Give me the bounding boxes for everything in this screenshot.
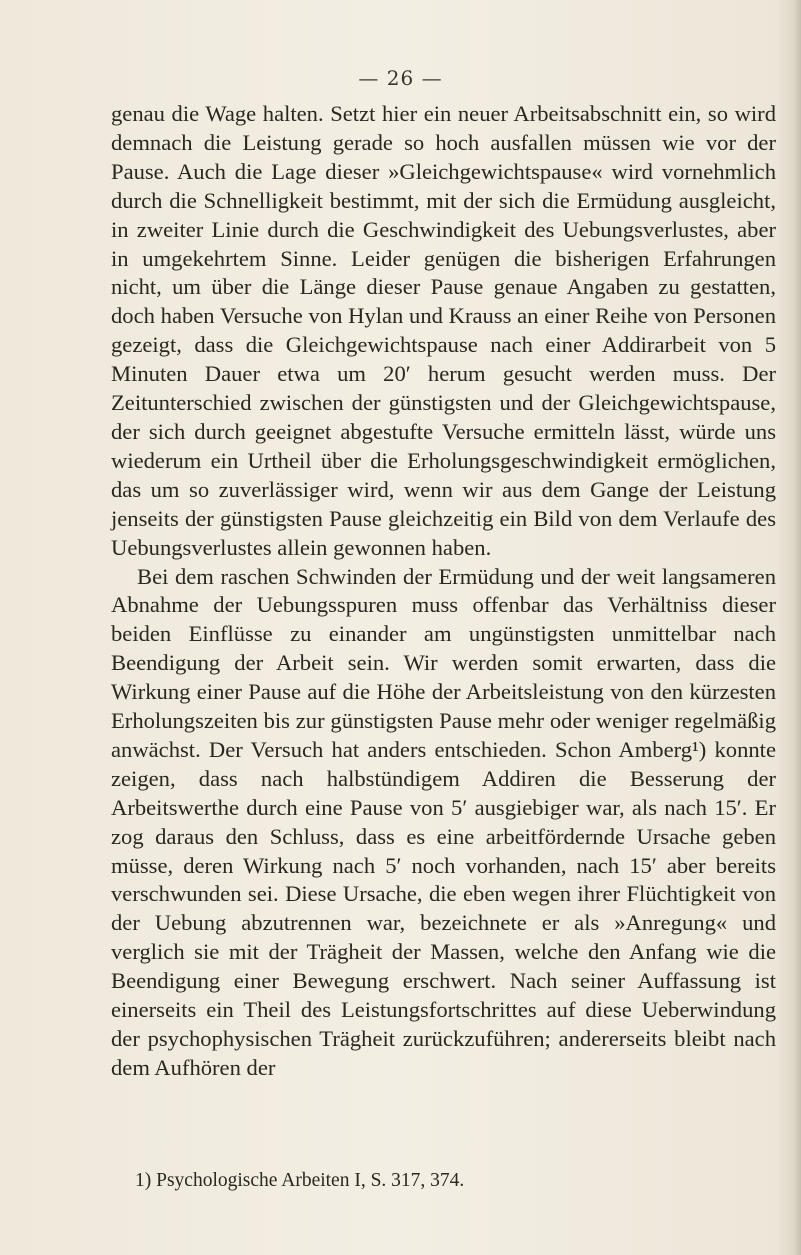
page-number: — 26 —	[358, 66, 443, 90]
paragraph-1: genau die Wage halten. Setzt hier ein neuer Arbeitsabschnitt ein, so wird demnach die Leistung gerade so hoch ausfallen müssen wie vor der Pause. Auch die Lage dieser »Gleichgewichtspause« wird vornehmlich durch die Schnelligkeit bestimmt, mit der sich die Ermüdung ausgleicht, in zweiter Linie durch die Geschwindigkeit des Uebungsverlustes, aber in umgekehrtem Sinne. Leider genügen die bisherigen Erfahrungen nicht, um über die Länge dieser Pause genaue Angaben zu gestatten, doch haben Versuche von Hylan und Krauss an einer Reihe von Personen gezeigt, dass die Gleichgewichtspause nach einer Addirarbeit von 5 Minuten Dauer etwa um 20′ herum gesucht werden muss. Der Zeitunterschied zwischen der günstigsten und der Gleichgewichtspause, der sich durch geeignet abgestufte Versuche ermitteln lässt, würde uns wiederum ein Urtheil über die Erholungsgeschwindigkeit ermöglichen, das um so zuverlässiger wird, wenn wir aus dem Gange der Leistung jenseits der günstigsten Pause gleichzeitig ein Bild von dem Verlaufe des Uebungsverlustes allein gewonnen haben.	[111, 101, 776, 560]
footnote: 1) Psychologische Arbeiten I, S. 317, 374.	[135, 1170, 465, 1191]
body-text	[111, 100, 776, 1083]
paragraph-2: Bei dem raschen Schwinden der Ermüdung und der weit langsameren Abnahme der Uebungsspuren muss offenbar das Verhältniss dieser beiden Einflüsse zu einander am ungünstigsten unmittelbar nach Beendigung der Arbeit sein. Wir werden somit erwarten, dass die Wirkung einer Pause auf die Höhe der Arbeitsleistung von den kürzesten Erholungszeiten bis zur günstigsten Pause mehr oder weniger regelmäßig anwächst. Der Versuch hat anders entschieden. Schon Amberg¹) konnte zeigen, dass nach halbstündigem Addiren die Besserung der Arbeitswerthe durch eine Pause von 5′ ausgiebiger war, als nach 15′. Er zog daraus den Schluss, dass es eine arbeitfördernde Ursache geben müsse, deren Wirkung nach 5′ noch vorhanden, nach 15′ aber bereits verschwunden sei. Diese Ursache, die eben wegen ihrer Flüchtigkeit von der Uebung abzutrennen war, bezeichnete er als »Anregung« und verglich sie mit der Trägheit der Massen, welche den Anfang wie die Beendigung einer Bewegung erschwert. Nach seiner Auffassung ist einerseits ein Theil des Leistungsfortschrittes auf diese Ueberwindung der psychophysischen Trägheit zurückzuführen; andererseits bleibt nach dem Aufhören der	[111, 563, 776, 1080]
page-edge-shadow	[777, 0, 801, 1255]
